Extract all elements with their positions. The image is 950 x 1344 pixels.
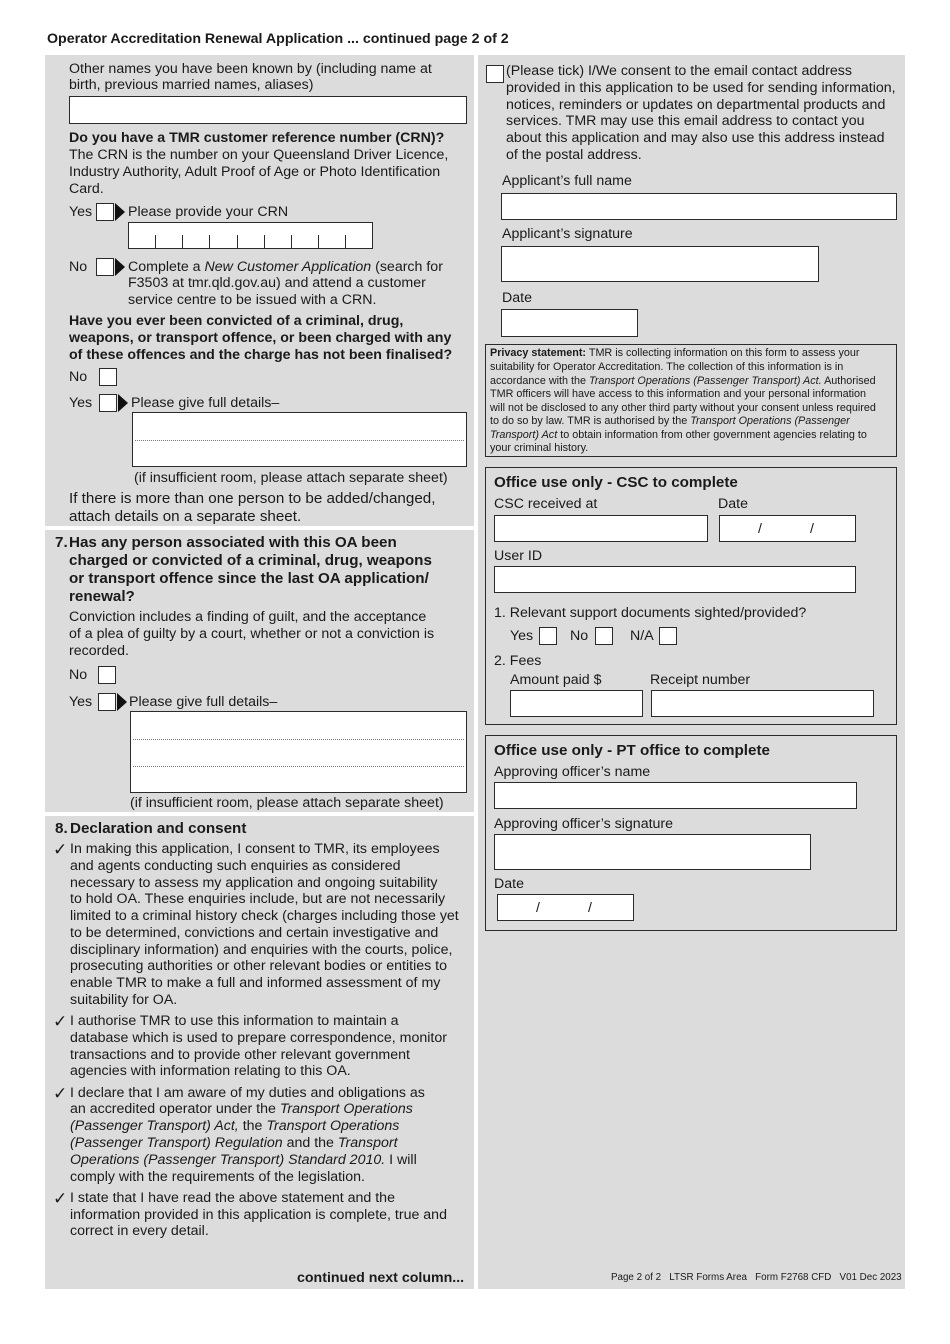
privacy-text: accordance with the: [490, 375, 587, 387]
crn-description: The CRN is the number on your Queensland Driver Licence,: [69, 147, 449, 163]
privacy-line: your criminal history.: [490, 442, 589, 454]
crn-yes-checkbox[interactable]: [96, 203, 114, 221]
more-persons-note-2: attach details on a separate sheet.: [69, 508, 302, 525]
conviction-question-2: weapons, or transport offence, or been charged with any: [69, 330, 452, 346]
amount-paid-input[interactable]: [510, 690, 643, 717]
crn-question: Do you have a TMR customer reference number (CRN)?: [69, 130, 445, 146]
other-names-label-2: birth, previous married names, aliases): [69, 77, 314, 93]
footer-page: Page 2 of 2: [611, 1272, 662, 1283]
docs-yes-checkbox[interactable]: [539, 627, 557, 645]
arrow-right-icon: [115, 203, 125, 221]
applicant-signature-label: Applicant’s signature: [502, 226, 633, 242]
date-separator: /: [758, 521, 762, 537]
q7-details-input[interactable]: [130, 711, 467, 793]
declaration-2-line: agencies with information relating to this OA.: [70, 1063, 351, 1079]
declaration-1-line: to hold OA. These enquiries include, but are not necessarily: [70, 891, 446, 907]
crn-description-2: Industry Authority, Adult Proof of Age or Photo Identification: [69, 164, 441, 180]
privacy-line: will not be disclosed to any other third party without your consent unless required: [490, 402, 876, 414]
amount-paid-label: Amount paid $: [510, 672, 602, 688]
email-consent-text-line: services. TMR may use this email address to contact you: [506, 113, 865, 129]
new-customer-instruction: [128, 259, 443, 276]
legislation-name: Transport) Act: [490, 429, 558, 441]
declaration-2-line: transactions and to provide other relevant government: [70, 1047, 410, 1063]
applicant-name-input[interactable]: [501, 193, 897, 220]
q7-details-label: Please give full details–: [129, 694, 278, 710]
checkmark-icon: ✓: [53, 840, 68, 860]
docs-na-checkbox[interactable]: [659, 627, 677, 645]
declaration-3-line: comply with the requirements of the legislation.: [70, 1169, 365, 1185]
conviction-yes-checkbox[interactable]: [99, 394, 117, 412]
declaration-3-line: [70, 1152, 417, 1169]
declaration-2-line: database which is used to prepare correspondence, monitor: [70, 1030, 447, 1046]
instruction-text: (search for: [375, 259, 443, 275]
privacy-line: TMR officers will have access to this information and your personal information: [490, 388, 867, 400]
q7-question-4: renewal?: [69, 588, 135, 605]
declaration-4-line: correct in every detail.: [70, 1223, 209, 1239]
q7-description: Conviction includes a finding of guilt, and the acceptance: [69, 609, 427, 625]
provide-crn-label: Please provide your CRN: [128, 204, 289, 220]
q7-question-3: or transport offence since the last OA application/: [69, 570, 429, 587]
date-separator: /: [588, 900, 592, 916]
privacy-line: [490, 375, 876, 389]
insufficient-room-note: (if insufficient room, please attach separate sheet): [130, 795, 444, 811]
continued-note: continued next column...: [297, 1270, 465, 1286]
legislation-name: Transport Operations: [266, 1118, 400, 1134]
privacy-text: TMR is collecting information on this form to assess your: [588, 347, 860, 359]
user-id-input[interactable]: [494, 566, 856, 593]
receipt-number-input[interactable]: [651, 690, 874, 717]
legislation-name: Transport Operations (Passenger Transport) Act.: [589, 375, 822, 387]
csc-title: Office use only - CSC to complete: [494, 474, 738, 491]
other-names-input[interactable]: [69, 96, 467, 124]
declaration-1-line: disciplinary information) and enquiries with the courts, police,: [70, 942, 453, 958]
q7-no-checkbox[interactable]: [98, 666, 116, 684]
declaration-1-line: suitability for OA.: [70, 992, 178, 1008]
q7-description-2: of a plea of guilty by a court, whether or not a conviction is: [69, 626, 435, 642]
q7-yes-label: Yes: [69, 694, 93, 710]
receipt-number-label: Receipt number: [650, 672, 751, 688]
privacy-line: [490, 347, 859, 361]
declaration-3-line: [70, 1135, 398, 1152]
instruction-form-name: New Customer Application: [204, 259, 372, 275]
crn-yes-label: Yes: [69, 204, 93, 220]
legislation-name: (Passenger Transport) Regulation: [70, 1135, 283, 1151]
q7-question: Has any person associated with this OA been: [69, 534, 397, 551]
new-customer-instruction-2: F3503 at tmr.qld.gov.au) and attend a customer: [128, 275, 426, 291]
csc-date-input[interactable]: [719, 515, 856, 542]
conviction-no-label: No: [69, 369, 88, 385]
approving-signature-label: Approving officer’s signature: [494, 816, 674, 832]
insufficient-room-note: (if insufficient room, please attach separate sheet): [134, 470, 448, 486]
arrow-right-icon: [118, 394, 128, 412]
fees-label: 2. Fees: [494, 653, 542, 669]
date-separator: /: [536, 900, 540, 916]
applicant-name-label: Applicant’s full name: [502, 173, 632, 189]
crn-no-checkbox[interactable]: [96, 258, 114, 276]
conviction-no-checkbox[interactable]: [99, 368, 117, 386]
declaration-text: I will: [389, 1152, 417, 1168]
conviction-question: Have you ever been convicted of a criminal, drug,: [69, 313, 404, 329]
date-separator: /: [810, 521, 814, 537]
declaration-text: and the: [286, 1135, 334, 1151]
conviction-yes-label: Yes: [69, 395, 93, 411]
privacy-line: [490, 415, 850, 429]
legislation-name: (Passenger Transport) Act,: [70, 1118, 239, 1134]
csc-received-input[interactable]: [494, 515, 708, 542]
crn-no-label: No: [69, 259, 88, 275]
csc-received-label: CSC received at: [494, 496, 598, 512]
privacy-text: to obtain information from other government agencies relating to: [560, 429, 867, 441]
page-title: Operator Accreditation Renewal Application ... continued page 2 of 2: [47, 31, 509, 47]
declaration-1-line: enable TMR to make a full and informed assessment of my: [70, 975, 441, 991]
approving-name-label: Approving officer’s name: [494, 764, 651, 780]
documents-question: 1. Relevant support documents sighted/provided?: [494, 605, 807, 621]
approving-signature-input[interactable]: [494, 834, 811, 870]
pt-date-label: Date: [494, 876, 524, 892]
applicant-date-label: Date: [502, 290, 532, 306]
privacy-line: [490, 429, 867, 443]
crn-description-3: Card.: [69, 181, 104, 197]
footer-area: LTSR Forms Area: [669, 1272, 747, 1283]
privacy-line: suitability for Operator Accreditation. The collection of this information is in: [490, 361, 844, 373]
q7-question-2: charged or convicted of a criminal, drug, weapons: [69, 552, 432, 569]
checkmark-icon: ✓: [53, 1084, 68, 1104]
declaration-4: I state that I have read the above statement and the: [70, 1190, 395, 1206]
legislation-name: Transport Operations: [279, 1101, 413, 1117]
other-names-label: Other names you have been known by (including name at: [69, 61, 432, 77]
declaration-3-line: [70, 1118, 399, 1135]
checkmark-icon: ✓: [53, 1189, 68, 1209]
declaration-text: the: [242, 1118, 263, 1134]
pt-date-input[interactable]: [497, 894, 634, 921]
legislation-name: Operations (Passenger Transport) Standard 2010.: [70, 1152, 386, 1168]
email-consent-text-line: about this application and may also use this address instead: [506, 130, 885, 146]
q7-no-label: No: [69, 667, 88, 683]
declaration-1-line: limited to a criminal history check (charges including those yet: [70, 908, 459, 924]
declaration-1: In making this application, I consent to TMR, its employees: [70, 841, 440, 857]
footer-info: [611, 1271, 902, 1285]
more-persons-note: If there is more than one person to be added/changed,: [69, 490, 436, 507]
declaration-4-line: information provided in this application is complete, true and: [70, 1207, 447, 1223]
declaration-1-line: necessary to assess my application and ongoing suitability: [70, 875, 438, 891]
privacy-text: Authorised: [824, 375, 876, 387]
email-consent-text: (Please tick) I/We consent to the email contact address: [506, 63, 852, 79]
q7-number: 7.: [55, 534, 68, 551]
email-consent-text-line: of the postal address.: [506, 147, 642, 163]
declaration-2: I authorise TMR to use this information to maintain a: [70, 1013, 399, 1029]
q7-yes-checkbox[interactable]: [98, 693, 116, 711]
conviction-question-3: of these offences and the charge has not been finalised?: [69, 347, 453, 363]
docs-no-checkbox[interactable]: [595, 627, 613, 645]
docs-no-label: No: [570, 628, 589, 644]
conviction-details-input[interactable]: [132, 412, 467, 467]
user-id-label: User ID: [494, 548, 543, 564]
q8-number: 8.: [55, 820, 68, 837]
arrow-right-icon: [117, 693, 127, 711]
q7-description-3: recorded.: [69, 643, 129, 659]
declaration-3: I declare that I am aware of my duties and obligations as: [70, 1085, 425, 1101]
docs-yes-label: Yes: [510, 628, 534, 644]
docs-na-label: N/A: [630, 628, 654, 644]
pt-title: Office use only - PT office to complete: [494, 742, 770, 759]
applicant-date-input[interactable]: [501, 309, 638, 337]
conviction-details-label: Please give full details–: [131, 395, 280, 411]
privacy-label: Privacy statement:: [490, 347, 587, 359]
declaration-text: an accredited operator under the: [70, 1101, 276, 1117]
declaration-1-line: and agents conducting such enquiries as considered: [70, 858, 401, 874]
approving-name-input[interactable]: [494, 782, 857, 809]
declaration-3-line: [70, 1101, 413, 1118]
checkmark-icon: ✓: [53, 1012, 68, 1032]
footer-version: V01 Dec 2023: [839, 1272, 902, 1283]
email-consent-text-line: provided in this application to be used for sending information,: [506, 80, 896, 96]
declaration-1-line: to be determined, convictions and certain investigative and: [70, 925, 439, 941]
applicant-signature-input[interactable]: [501, 246, 819, 282]
arrow-right-icon: [115, 258, 125, 276]
declaration-1-line: prosecuting authorities or other relevant bodies or entities to: [70, 958, 447, 974]
crn-input[interactable]: [128, 222, 373, 249]
legislation-name: Transport: [337, 1135, 398, 1151]
privacy-text: to do so by law. TMR is authorised by the: [490, 415, 688, 427]
instruction-text: Complete a: [128, 259, 201, 275]
new-customer-instruction-3: service centre to be issued with a CRN.: [128, 292, 377, 308]
email-consent-text-line: notices, reminders or updates on departmental products and: [506, 97, 886, 113]
q8-title: Declaration and consent: [70, 820, 247, 837]
legislation-name: Transport Operations (Passenger: [690, 415, 850, 427]
email-consent-checkbox[interactable]: [486, 65, 504, 83]
footer-form: Form F2768 CFD: [755, 1272, 832, 1283]
csc-date-label: Date: [718, 496, 748, 512]
